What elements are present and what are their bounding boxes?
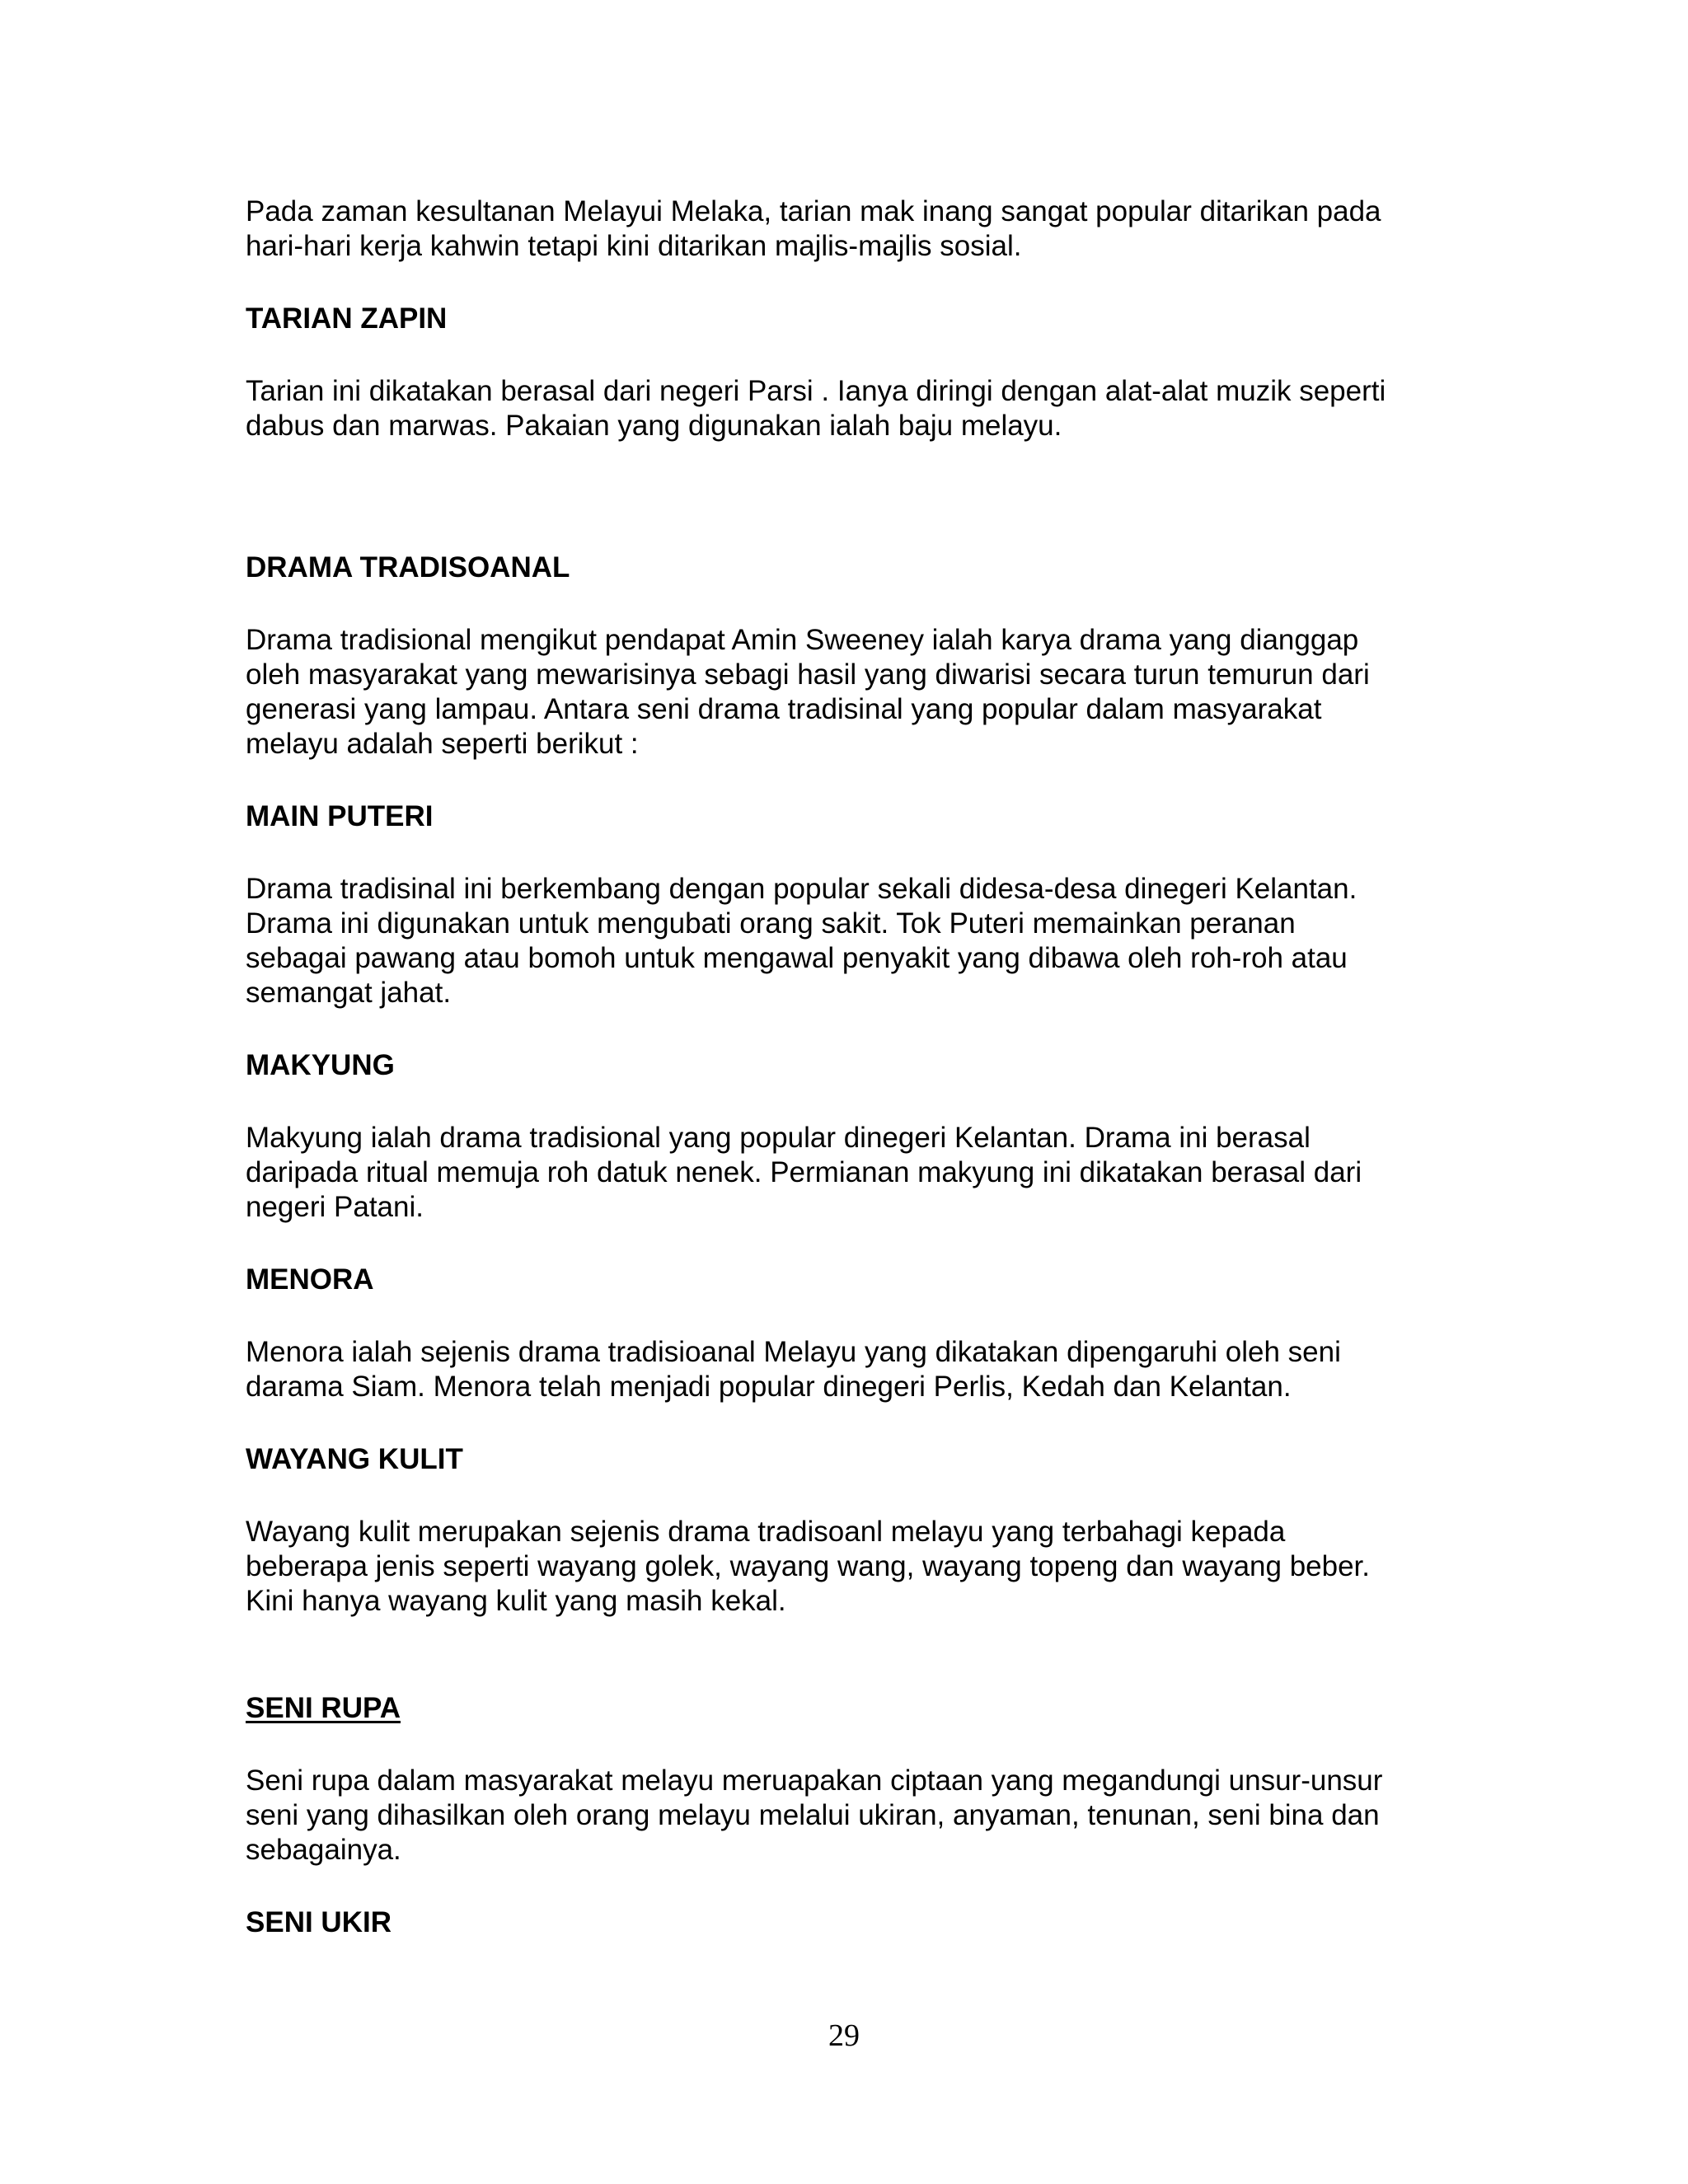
- zapin-paragraph: [246, 374, 1449, 443]
- drama-paragraph: [246, 623, 1449, 762]
- intro-paragraph: [246, 194, 1449, 264]
- document-page: [246, 194, 1449, 1978]
- text-line: Kini hanya wayang kulit yang masih kekal.: [246, 1585, 786, 1617]
- heading-drama-tradisoanal: DRAMA TRADISOANAL: [246, 551, 570, 583]
- heading-makyung: MAKYUNG: [246, 1049, 395, 1081]
- heading-main-puteri: MAIN PUTERI: [246, 800, 434, 832]
- main-puteri-paragraph: [246, 872, 1449, 1010]
- wayang-kulit-paragraph: [246, 1515, 1449, 1619]
- text-line: hari-hari kerja kahwin tetapi kini ditarikan majlis-majlis sosial.: [246, 230, 1022, 262]
- text-line: Drama tradisinal ini berkembang dengan popular sekali didesa-desa dinegeri Kelantan.: [246, 873, 1357, 905]
- heading-seni-ukir: SENI UKIR: [246, 1906, 392, 1938]
- heading-seni-rupa: SENI RUPA: [246, 1692, 401, 1724]
- heading-tarian-zapin: TARIAN ZAPIN: [246, 302, 448, 335]
- text-line: oleh masyarakat yang mewarisinya sebagi hasil yang diwarisi secara turun temurun dari: [246, 658, 1370, 691]
- menora-paragraph: [246, 1335, 1449, 1404]
- text-line: darama Siam. Menora telah menjadi popular dinegeri Perlis, Kedah dan Kelantan.: [246, 1371, 1292, 1403]
- text-line: Drama ini digunakan untuk mengubati orang sakit. Tok Puteri memainkan peranan: [246, 907, 1296, 940]
- text-line: Seni rupa dalam masyarakat melayu meruapakan ciptaan yang megandungi unsur-unsur: [246, 1765, 1383, 1797]
- text-line: dabus dan marwas. Pakaian yang digunakan ialah baju melayu.: [246, 410, 1062, 442]
- makyung-paragraph: [246, 1121, 1449, 1225]
- text-line: Makyung ialah drama tradisional yang popular dinegeri Kelantan. Drama ini berasal: [246, 1122, 1311, 1154]
- text-line: sebagainya.: [246, 1834, 401, 1866]
- text-line: Drama tradisional mengikut pendapat Amin Sweeney ialah karya drama yang dianggap: [246, 624, 1359, 656]
- text-line: generasi yang lampau. Antara seni drama tradisinal yang popular dalam masyarakat: [246, 693, 1322, 725]
- heading-wayang-kulit: WAYANG KULIT: [246, 1443, 463, 1475]
- text-line: Pada zaman kesultanan Melayui Melaka, tarian mak inang sangat popular ditarikan pada: [246, 195, 1381, 227]
- text-line: negeri Patani.: [246, 1191, 424, 1223]
- seni-rupa-paragraph: [246, 1764, 1449, 1868]
- text-line: melayu adalah seperti berikut :: [246, 728, 639, 760]
- text-line: beberapa jenis seperti wayang golek, wayang wang, wayang topeng dan wayang beber.: [246, 1550, 1371, 1582]
- text-line: daripada ritual memuja roh datuk nenek. Permianan makyung ini dikatakan berasal dari: [246, 1156, 1362, 1188]
- text-line: sebagai pawang atau bomoh untuk mengawal penyakit yang dibawa oleh roh-roh atau: [246, 942, 1348, 974]
- page-number: 29: [828, 2018, 860, 2053]
- heading-menora: MENORA: [246, 1263, 374, 1296]
- text-line: Menora ialah sejenis drama tradisioanal Melayu yang dikatakan dipengaruhi oleh seni: [246, 1336, 1341, 1368]
- text-line: Wayang kulit merupakan sejenis drama tradisoanl melayu yang terbahagi kepada: [246, 1516, 1286, 1548]
- text-line: Tarian ini dikatakan berasal dari negeri Parsi . Ianya diringi dengan alat-alat muzik seperti: [246, 375, 1386, 407]
- text-line: semangat jahat.: [246, 977, 452, 1009]
- text-line: seni yang dihasilkan oleh orang melayu melalui ukiran, anyaman, tenunan, seni bina dan: [246, 1799, 1380, 1831]
